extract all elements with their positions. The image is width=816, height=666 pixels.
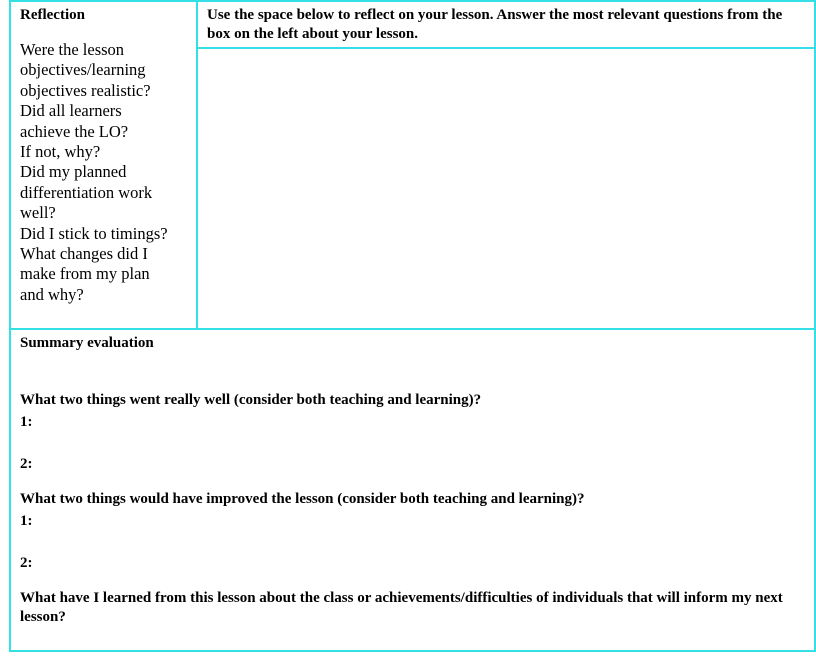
improved-question: What two things would have improved the lesson (consider both teaching and learning)? [20, 491, 585, 507]
lesson-reflection-form [9, 0, 816, 646]
reflection-prompts-cell [10, 1, 197, 329]
summary-evaluation-cell [10, 329, 815, 651]
went-well-question: What two things went really well (consider both teaching and learning)? [20, 392, 482, 408]
went-well-item-2[interactable]: 2: [20, 456, 33, 472]
improved-item-1[interactable]: 1: [20, 513, 33, 529]
reflection-instruction: Use the space below to reflect on your lesson. Answer the most relevant questions from the box on the left about your lesson. [207, 7, 783, 42]
reflection-answer-area[interactable] [197, 48, 815, 329]
reflection-instruction-cell [197, 1, 815, 48]
reflection-title: Reflection [20, 7, 85, 23]
improved-item-2[interactable]: 2: [20, 555, 33, 571]
reflection-table [9, 0, 816, 652]
reflection-questions: Were the lesson objectives/learning objectives realistic? Did all learners achieve the LO? If not, why? Did my planned differentiation work well? Did I stick to timings? What changes did I make from my plan and why? [20, 40, 168, 304]
learned-question: What have I learned from this lesson about the class or achievements/difficulties of individuals that will inform my next lesson? [20, 590, 783, 625]
summary-title: Summary evaluation [20, 335, 154, 351]
went-well-item-1[interactable]: 1: [20, 414, 33, 430]
